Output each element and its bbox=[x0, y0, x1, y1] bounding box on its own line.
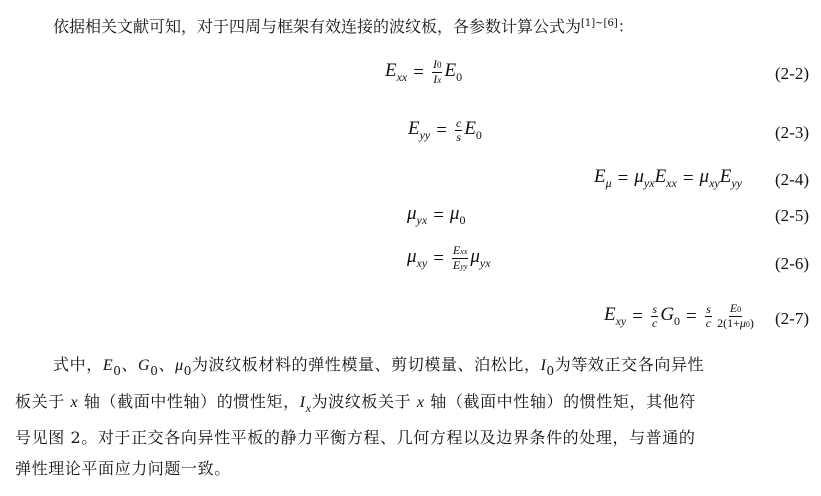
explanation-paragraph bbox=[15, 350, 810, 484]
equation-2-6: $\mu_{xy}$ = $\frac{\text{Exx}}{\text{Eyy}}$ $\mu_{yx}$ bbox=[407, 243, 491, 272]
fraction: $\frac{E0}{2(1+\mu 0)}$ bbox=[717, 301, 754, 330]
paragraph-line: 板关于 x 轴（截面中性轴）的惯性矩，$I_x$为波纹板关于 x 轴（截面中性轴）的惯性矩，其他符 bbox=[15, 391, 696, 415]
equation-2-4: $E_\mu$ = $\mu_{yx}E_{xx}$ = $\mu_{xy}E_{yy}$ bbox=[594, 166, 743, 190]
equation-2-7: $E_{xy}$ = $\frac{s}{c}$ $G_0$ = $\frac{s}{c}$ $\frac{E0}{2(1+\mu 0)}$ bbox=[604, 301, 754, 330]
paragraph-line: 弹性理论平面应力问题一致。 bbox=[15, 458, 231, 478]
intro-text bbox=[53, 12, 813, 39]
fraction: $\frac{I0}{Ix}$ bbox=[432, 57, 442, 86]
paragraph-line: 号见图 2。对于正交各向异性平板的静力平衡方程、几何方程以及边界条件的处理，与普通的 bbox=[15, 428, 696, 447]
fraction: $\frac{s}{c}$ bbox=[651, 302, 658, 330]
intro-sentence: 依据相关文献可知，对于四周与框架有效连接的波纹板，各参数计算公式为 bbox=[53, 17, 582, 36]
equation-2-2: $E_{xx}$ = $\frac{I0}{Ix}$ $E_0$ bbox=[385, 57, 463, 86]
equation-tag: (2-3) bbox=[775, 123, 809, 142]
intro-colon: ： bbox=[617, 17, 634, 36]
equation-tag: (2-5) bbox=[775, 206, 809, 225]
fraction: $\frac{\text{Exx}}{\text{Eyy}}$ bbox=[452, 243, 468, 272]
equation-tag: (2-6) bbox=[775, 254, 809, 273]
equation-2-3: $E_{yy}$ = $\frac{c}{s}$ $E_0$ bbox=[408, 116, 482, 144]
equation-2-5: $\mu_{yx}$ = $\mu_0$ bbox=[407, 203, 466, 227]
fraction: $\frac{c}{s}$ bbox=[455, 116, 462, 144]
equation-tag: (2-2) bbox=[775, 64, 809, 83]
paragraph-line: 式中，$E_0$、$G_0$、$\mu_0$为波纹板材料的弹性模量、剪切模量、泊松比，$I_0$为等效正交各向异性 bbox=[53, 355, 705, 378]
fraction: $\frac{s}{c}$ bbox=[705, 302, 712, 330]
equation-tag: (2-4) bbox=[775, 170, 809, 189]
equation-tag: (2-7) bbox=[775, 309, 809, 328]
citation-refs[interactable]: [1]~[6] bbox=[581, 18, 618, 29]
